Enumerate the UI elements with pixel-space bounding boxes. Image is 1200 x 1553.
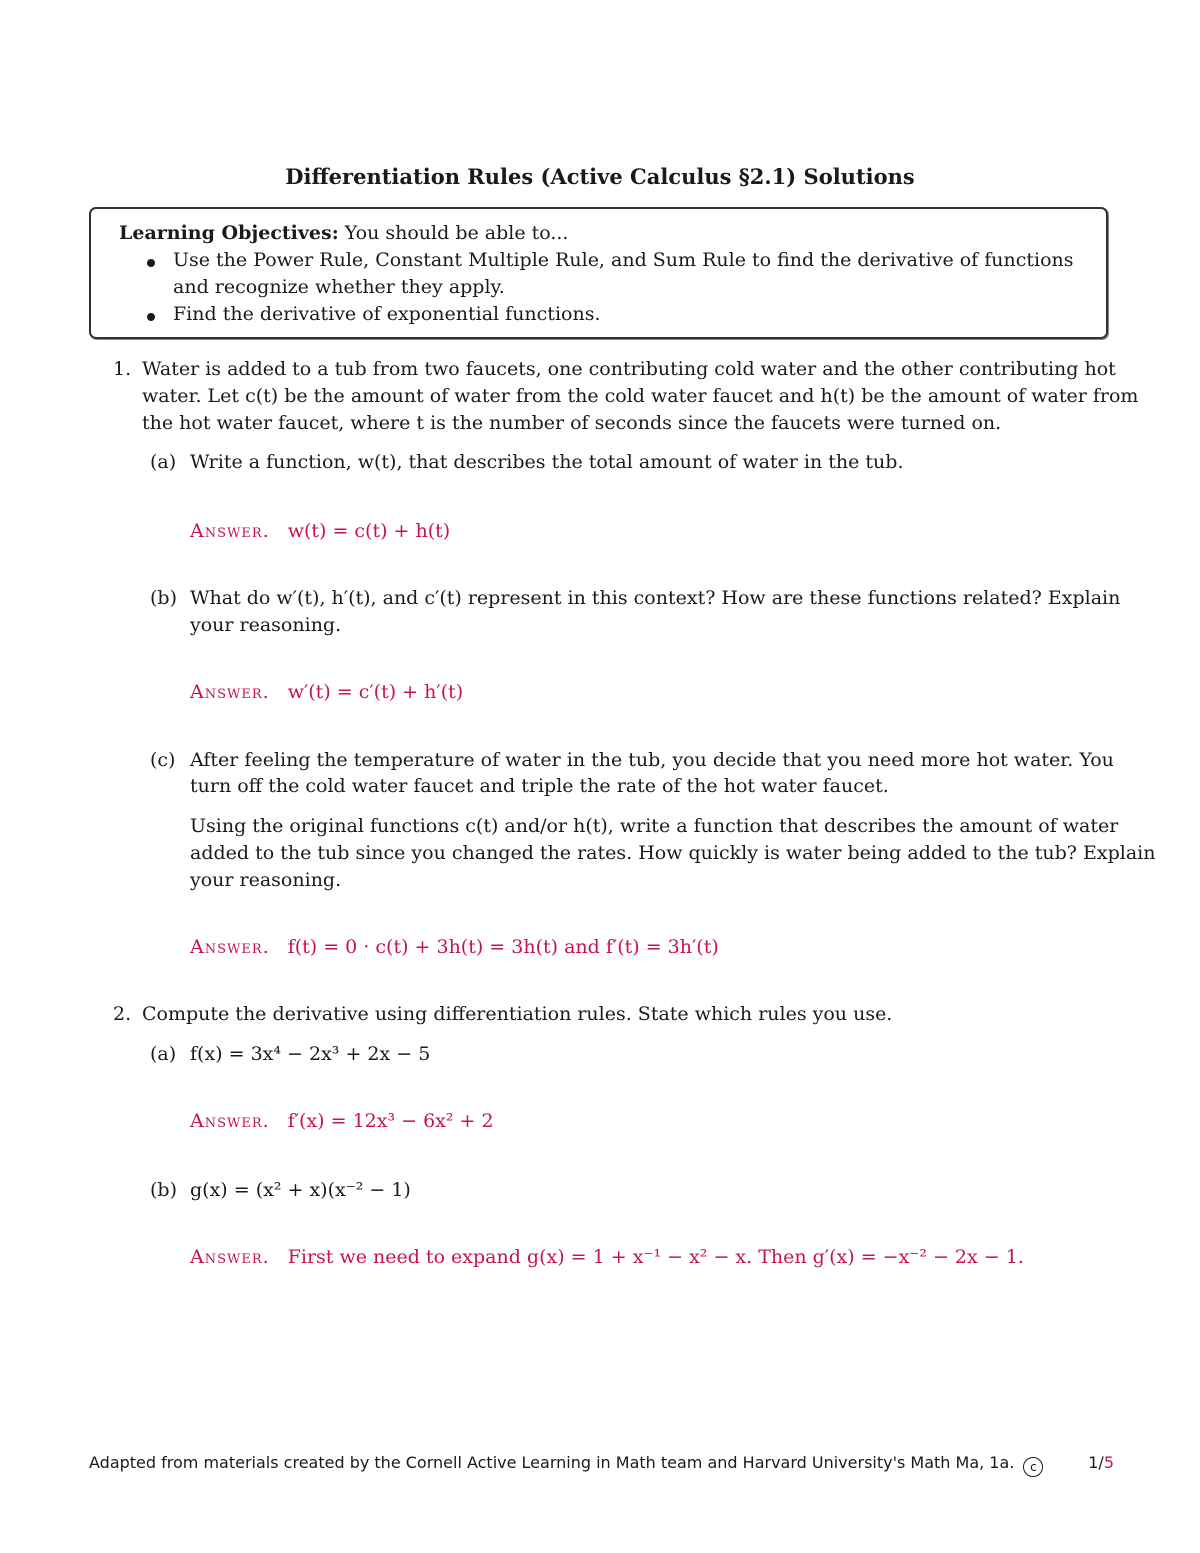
part-text-line: Using the original functions c(t) and/or h(t), write a function that describes the amount of water	[190, 815, 1119, 837]
objectives-intro: You should be able to...	[344, 222, 569, 244]
problem-text: Compute the derivative using differentiation rules. State which rules you use.	[142, 1003, 893, 1025]
problem-text-line: water. Let c(t) be the amount of water from the cold water faucet and h(t) be the amount of water from	[142, 385, 1139, 407]
answer-line	[190, 520, 450, 542]
answer-line	[190, 681, 463, 703]
part-label: (a)	[150, 1043, 177, 1065]
answer-label: Answer.	[190, 1246, 270, 1268]
copyright-icon: c	[1023, 1457, 1043, 1477]
problem-text-line: Water is added to a tub from two faucets, one contributing cold water and the other contributing hot	[142, 358, 1116, 380]
answer-line	[190, 1246, 1024, 1268]
part-label: (b)	[150, 587, 177, 609]
objective-text: and recognize whether they apply.	[173, 276, 505, 298]
objectives-heading	[119, 222, 568, 244]
objective-text: Find the derivative of exponential functions.	[173, 303, 601, 325]
part-label: (c)	[150, 749, 176, 771]
answer-label: Answer.	[190, 681, 270, 703]
part-text-line: After feeling the temperature of water in the tub, you decide that you need more hot water. You	[190, 749, 1114, 771]
answer-line	[190, 1110, 494, 1132]
part-text-line: your reasoning.	[190, 614, 342, 636]
answer-line	[190, 936, 719, 958]
part-text: Write a function, w(t), that describes the total amount of water in the tub.	[190, 451, 904, 473]
part-text-line: added to the tub since you changed the rates. How quickly is water being added to the tub? Explain	[190, 842, 1156, 864]
answer-label: Answer.	[190, 1110, 270, 1132]
answer-label: Answer.	[190, 936, 270, 958]
answer-text: w′(t) = c′(t) + h′(t)	[287, 681, 464, 703]
part-text-line: What do w′(t), h′(t), and c′(t) represent in this context? How are these functions related? Explain	[190, 587, 1121, 609]
problem-number: 2.	[113, 1003, 132, 1025]
part-text-line: your reasoning.	[190, 869, 342, 891]
answer-label: Answer.	[190, 520, 270, 542]
part-text: g(x) = (x² + x)(x⁻² − 1)	[190, 1179, 411, 1201]
part-label: (a)	[150, 451, 177, 473]
part-text: f(x) = 3x⁴ − 2x³ + 2x − 5	[190, 1043, 431, 1065]
bullet-icon	[147, 259, 155, 267]
problem-text-line: the hot water faucet, where t is the number of seconds since the faucets were turned on.	[142, 412, 1002, 434]
problem-number: 1.	[113, 358, 132, 380]
answer-text: w(t) = c(t) + h(t)	[287, 520, 451, 542]
part-label: (b)	[150, 1179, 177, 1201]
bullet-icon	[147, 313, 155, 321]
page-title: Differentiation Rules (Active Calculus §2.1) Solutions	[285, 164, 915, 189]
footer-attribution: Adapted from materials created by the Cornell Active Learning in Math team and Harvard University's Math Ma, 1a.	[89, 1453, 1015, 1472]
page-footer	[89, 1453, 1114, 1477]
objectives-label: Learning Objectives:	[119, 222, 339, 244]
part-text-line: turn off the cold water faucet and triple the rate of the hot water faucet.	[190, 775, 889, 797]
page-current: 1/	[1088, 1453, 1104, 1472]
page-number	[1088, 1453, 1114, 1472]
answer-text: First we need to expand g(x) = 1 + x⁻¹ − x² − x. Then g′(x) = −x⁻² − 2x − 1.	[287, 1246, 1024, 1268]
answer-text: f(t) = 0 · c(t) + 3h(t) = 3h(t) and f′(t) = 3h′(t)	[287, 936, 719, 958]
answer-text: f′(x) = 12x³ − 6x² + 2	[287, 1110, 494, 1132]
objective-text: Use the Power Rule, Constant Multiple Rule, and Sum Rule to find the derivative of functions	[173, 249, 1074, 271]
page-total-link[interactable]: 5	[1103, 1453, 1114, 1472]
